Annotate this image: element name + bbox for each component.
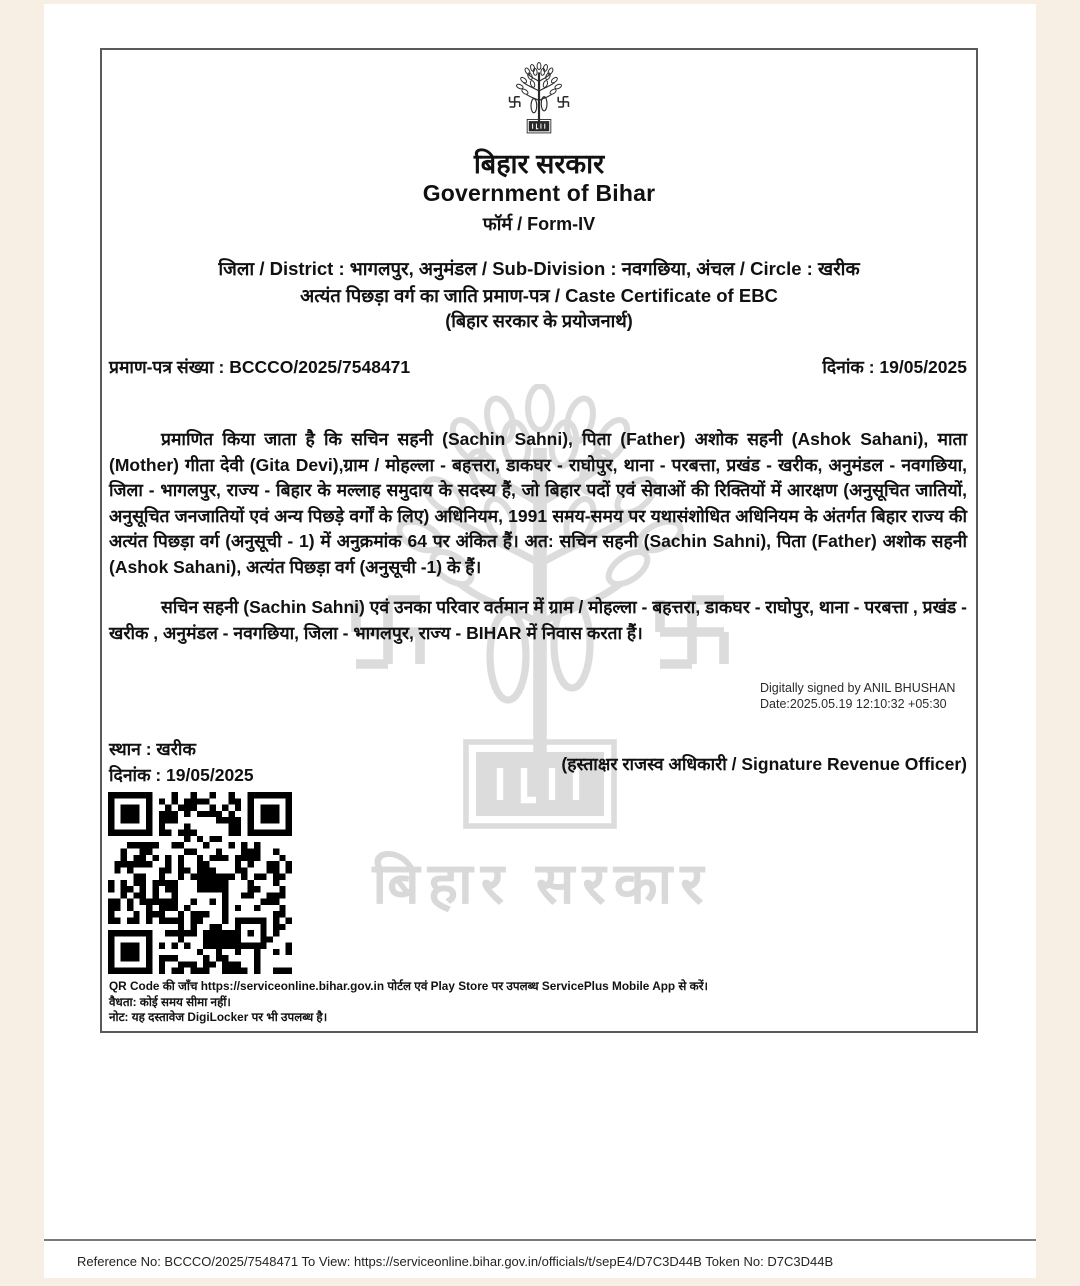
- certificate-title-line: अत्यंत पिछड़ा वर्ग का जाति प्रमाण-पत्र / Caste Certificate of EBC: [300, 285, 778, 306]
- purpose-line: (बिहार सरकार के प्रयोजनार्थ): [445, 311, 633, 331]
- certificate-number: प्रमाण-पत्र संख्या : BCCCO/2025/7548471: [109, 357, 411, 377]
- signature-officer-line: (हस्ताक्षर राजस्व अधिकारी / Signature Revenue Officer): [561, 754, 967, 774]
- meta-row: [109, 355, 967, 379]
- qr-code: [108, 792, 292, 974]
- footer-divider: [44, 1239, 1036, 1241]
- title-hindi: बिहार सरकार: [473, 149, 605, 179]
- district-line: जिला / District : भागलपुर, अनुमंडल / Sub-Division : नवगछिया, अंचल / Circle : खरीक: [218, 258, 860, 279]
- note-validity: वैधता: कोई समय सीमा नहीं।: [109, 994, 231, 1009]
- certificate-border-box: [100, 48, 978, 1033]
- certificate-paragraph-1: प्रमाणित किया जाता है कि सचिन सहनी (Sachin Sahni), पिता (Father) अशोक सहनी (Ashok Sahani), माता (Mother) गीता देवी (Gita Devi),ग्राम / मोहल्ला - बहत्तरा, डाकघर - राघोपुर, थाना - परबत्ता, प्रखंड - खरीक, अनुमंडल - नवगछिया, जिला - भागलपुर, राज्य - बिहार के मल्लाह समुदाय के सदस्य हैं, जो बिहार पदों एवं सेवाओं की रिक्तियों में आरक्षण (अनुसूचित जातियों, अनुसूचित जनजातियों एवं अन्य पिछड़े वर्गों के लिए) अधिनियम, 1991 समय-समय पर यथासंशोधित अधिनियम के अंतर्गत बिहार राज्य की अत्यंत पिछड़ा वर्ग (अनुसूची - 1) में अनुक्रमांक 64 पर अंकित हैं। अत: सचिन सहनी (Sachin Sahni), पिता (Father) अशोक सहनी (Ashok Sahani), अत्यंत पिछड़ा वर्ग (अनुसूची -1) के हैं।: [109, 429, 967, 577]
- place-date-block: [109, 736, 254, 788]
- notes-block: [109, 979, 708, 1026]
- note-qr-check: QR Code की जाँच https://serviceonline.bihar.gov.in पोर्टल एवं Play Store पर उपलब्ध ServicePlus Mobile App से करें।: [109, 979, 709, 993]
- digital-signature-line1: Digitally signed by ANIL BHUSHAN: [760, 681, 956, 695]
- document-paper: [44, 4, 1036, 1278]
- date-line: दिनांक : 19/05/2025: [109, 765, 254, 785]
- title-english: Government of Bihar: [422, 180, 656, 206]
- place-line: स्थान : खरीक: [109, 739, 196, 759]
- certificate-date: दिनांक : 19/05/2025: [822, 357, 967, 377]
- digital-signature-line2: Date:2025.05.19 12:10:32 +05:30: [760, 697, 947, 711]
- form-number-line: फॉर्म / Form-IV: [482, 214, 596, 234]
- watermark-text: बिहार सरकार: [372, 852, 712, 916]
- footer-reference: Reference No: BCCCO/2025/7548471 To View: https://serviceonline.bihar.gov.in/officials/t/sepE4/D7C3D44B Token No: D7C3D44B: [77, 1254, 834, 1269]
- bihar-government-emblem-icon: [507, 62, 571, 136]
- certificate-paragraph-2: सचिन सहनी (Sachin Sahni) एवं उनका परिवार वर्तमान में ग्राम / मोहल्ला - बहत्तरा, डाकघर - राघोपुर, थाना - परबत्ता , प्रखंड - खरीक , अनुमंडल - नवगछिया, जिला - भागलपुर, राज्य - BIHAR में निवास करता हैं।: [109, 597, 967, 643]
- digital-signature-block: [760, 680, 1020, 712]
- note-digilocker: नोट: यह दस्तावेज DigiLocker पर भी उपलब्ध है।: [109, 1010, 328, 1024]
